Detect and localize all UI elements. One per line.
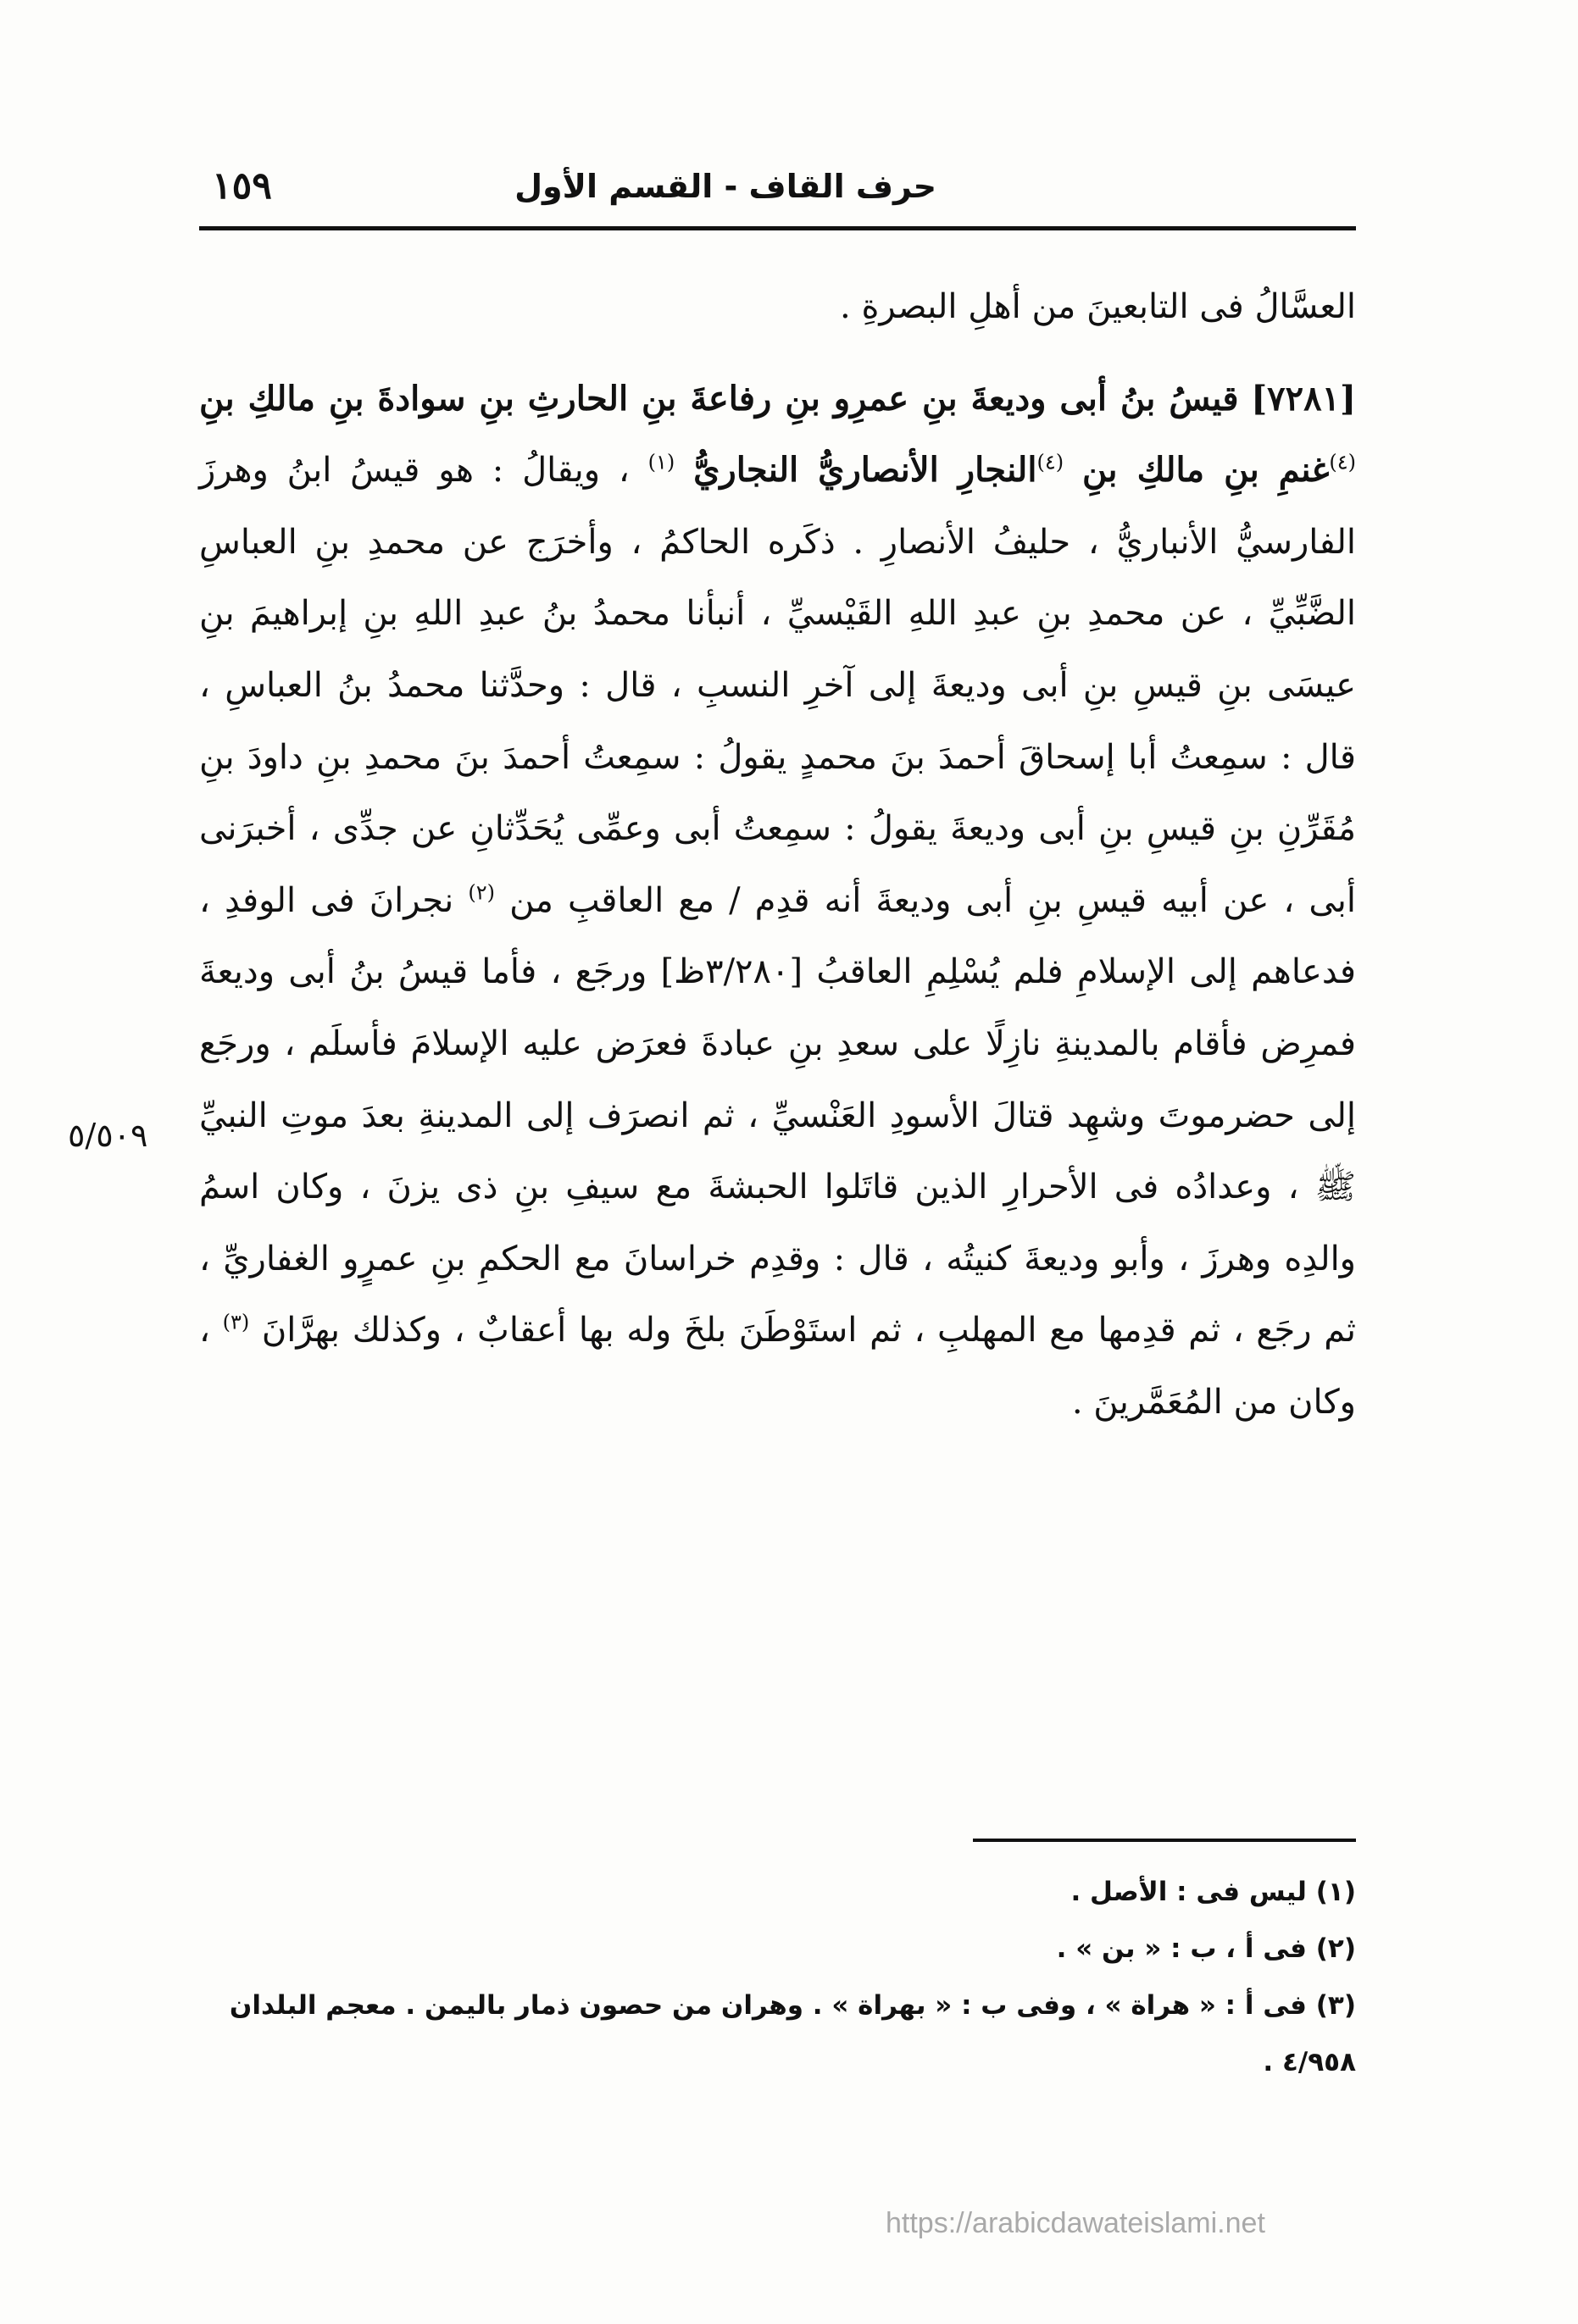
margin-reference: ٥/٥٠٩ <box>68 1117 148 1154</box>
footnote: (٣) فى أ : « هراة » ، وفى ب : « بهراة » . وهران من حصون ذمار باليمن . معجم البلدان ٤/٩٥٨ . <box>229 1990 1356 2077</box>
entry-name: قيسُ بنُ أبى وديعةَ بنِ عمرِو بنِ رفاعةَ بنِ الحارثِ بنِ سوادةَ بنِ مالكِ بنِ <box>199 378 1239 419</box>
footnote-mark: (٤) <box>1036 450 1064 474</box>
entry-name-continued: غنمِ بنِ مالكِ بنِ <box>1081 450 1330 491</box>
entry-text: ، ويقالُ : هو قيسُ ابنُ وهرزَ الفارسيُّ الأنباريُّ ، حليفُ الأنصارِ . ذكَره الحاكمُ ، وأخرَج عن محمدِ بنِ العباسِ الضَّبِّيِّ ، عن محمدِ بنِ عبدِ اللهِ القَيْسيِّ ، أنبأنا محمدُ بنُ عبدِ اللهِ بنِ إبراهيمَ بنِ عيسَى بنِ قيسِ بنِ أبى وديعةَ إلى آخرِ النسبِ ، قال : وحدَّثنا محمدُ بنُ العباسِ ، قال : سمِعتُ أبا إسحاقَ أحمدَ بنَ محمدٍ يقولُ : سمِعتُ أحمدَ بنَ محمدِ بنِ داودَ بنِ مُقَرِّنِ بنِ قيسِ بنِ أبى وديعةَ يقولُ : سمِعتُ أبى وعمِّى يُحَدِّثانِ عن جدِّى ، أخبرَنى أبى ، عن أبيه قيسِ بنِ أبى وديعةَ أنه قدِم / مع العاقبِ من <box>199 451 1356 920</box>
entry-paragraph <box>199 363 1356 1439</box>
footnotes <box>199 1864 1356 2091</box>
header-rule <box>199 226 1356 230</box>
running-header <box>199 161 1356 220</box>
entry-number: [٧٢٨١] <box>1251 378 1357 419</box>
footnote-mark: (٤) <box>1329 450 1357 474</box>
entry-text-end: ، وكان من المُعَمَّرينَ . <box>199 1311 1356 1422</box>
watermark-url: https://arabicdawateislami.net <box>886 2207 1265 2239</box>
footnote-mark: (١) <box>647 450 675 474</box>
entry-text-continued: نجرانَ فى الوفدِ ، فدعاهم إلى الإسلامِ فلم يُسْلِمِ العاقبُ [٣/٢٨٠ظ] ورجَع ، فأما قيسُ بنُ أبى وديعةَ فمرِض فأقام بالمدينةِ نازِلًا على سعدِ بنِ عبادةَ فعرَض عليه الإسلامَ فأسلَم ، ورجَع إلى حضرموتَ وشهِد قتالَ الأسودِ العَنْسيِّ ، ثم انصرَف إلى المدينةِ بعدَ موتِ النبيِّ ﷺ ، وعدادُه فى الأحرارِ الذين قاتَلوا الحبشةَ مع سيفِ بنِ ذى يزنَ ، وكان اسمُ والدِه وهرزَ ، وأبو وديعةَ كنيتُه ، قال : وقدِم خراسانَ مع الحكمِ بنِ عمرٍو الغفاريِّ ، ثم رجَع ، ثم قدِمها مع المهلبِ ، ثم استَوْطَنَ بلخَ وله بها أعقابٌ ، وكذلك بهرَّانَ <box>199 880 1357 1351</box>
main-text <box>199 271 1356 1439</box>
footnote-mark: (٣) <box>222 1310 250 1334</box>
footnote-mark: (٢) <box>468 880 495 905</box>
header-title: حرف القاف - القسم الأول <box>514 168 936 205</box>
entry-name-nisba: النجارِ الأنصاريُّ النجاريُّ <box>693 450 1037 491</box>
page-number: ١٥٩ <box>212 164 272 208</box>
opening-line: العسَّالُ فى التابعينَ من أهلِ البصرةِ . <box>840 287 1356 326</box>
footnote-rule <box>973 1839 1356 1842</box>
footnote: (٢) فى أ ، ب : « بن » . <box>1056 1933 1356 1964</box>
footnote: (١) ليس فى : الأصل . <box>1070 1877 1356 1907</box>
